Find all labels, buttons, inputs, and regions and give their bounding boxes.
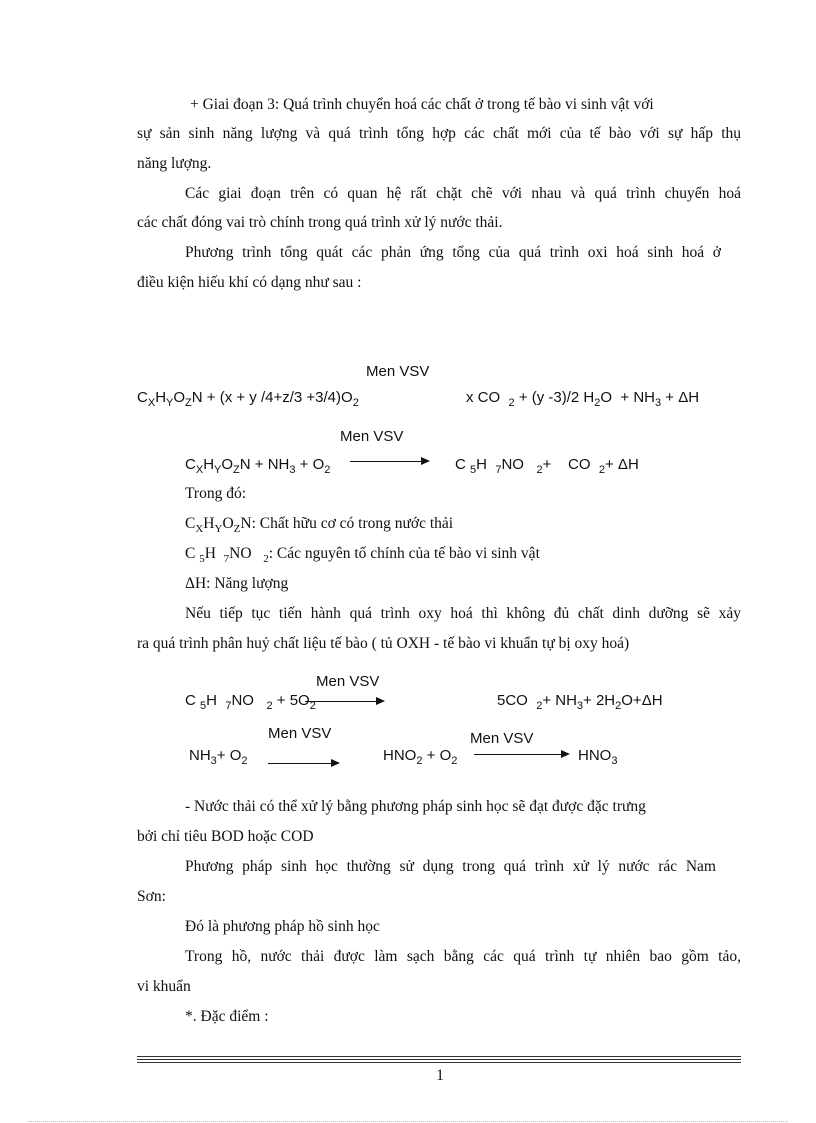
equation-2-lhs: $C_XH_YO_ZN + NH_3 + O_2$: [185, 456, 331, 476]
para9: *. Đặc điểm :: [185, 1008, 269, 1025]
para2-line1: Các giai đoạn trên có quan hệ rất chặt chẽ với nhau và quá trình chuyển hoá: [185, 185, 741, 202]
equation-1-rhs: x CO $_2$ + (y -3)/2 $H_2O + NH_3 + \Delta H$: [466, 389, 700, 409]
equation-1-lhs: $C_XH_YO_ZN + (x + y$ $/4+z/3 +3/4)O_2$: [137, 389, 359, 409]
eq3-reaction-arrow: [305, 701, 383, 702]
eq4-reaction-arrow-1: [268, 763, 338, 764]
footer-rule-3: [137, 1062, 741, 1063]
equation-4-part1: $NH_3+ O_2$: [189, 747, 248, 767]
definition-2: C $_5$H $_7$NO $_2$: Các nguyên tố chính của tế bào vi sinh vật: [185, 545, 540, 566]
equation-3-rhs: 5CO $_2+ NH_3+ 2H_2O+\Delta H$: [497, 692, 663, 712]
footer-rule-1: [137, 1056, 741, 1057]
para5-line1: - Nước thải có thể xử lý bằng phương pháp sinh học sẽ đạt được đặc trưng: [185, 798, 646, 815]
equation-4-product: $HNO_3$: [578, 747, 618, 767]
eq4-enzyme-label-2: Men VSV: [470, 730, 534, 747]
definition-3: ΔH: Năng lượng: [185, 575, 289, 592]
para6-line1: Phương pháp sinh học thường sử dụng trong quá trình xử lý nước rác Nam: [185, 858, 716, 875]
para8-line1: Trong hồ, nước thải được làm sạch bằng các quá trình tự nhiên bao gồm tảo,: [185, 948, 741, 965]
eq4-enzyme-label-1: Men VSV: [268, 725, 332, 742]
para1-line3: năng lượng.: [137, 155, 212, 172]
eq2-reaction-arrow: [350, 461, 428, 462]
para4-line1: Nếu tiếp tục tiến hành quá trình oxy hoá thì không đủ chất dinh dưỡng sẽ xảy: [185, 605, 741, 622]
trong-do-label: Trong đó:: [185, 485, 247, 502]
para3-line1: Phương trình tổng quát các phản ứng tổng của quá trình oxi hoá sinh hoá ở: [185, 244, 721, 261]
equation-4-part2: $HNO_2 + O_2$: [383, 747, 458, 767]
para6-line2: Sơn:: [137, 888, 166, 905]
eq2-enzyme-label: Men VSV: [340, 428, 404, 445]
eq3-enzyme-label: Men VSV: [316, 673, 380, 690]
page-bottom-border: [28, 1121, 788, 1122]
para7: Đó là phương pháp hồ sinh học: [185, 918, 380, 935]
para3-line2: điều kiện hiếu khí có dạng như sau :: [137, 274, 362, 291]
eq4-reaction-arrow-2: [474, 754, 568, 755]
footer-rule-2: [137, 1059, 741, 1060]
equation-3-lhs: C $_5$H $_7$NO $_2 + 5O_2$: [185, 692, 316, 712]
para1-line2: sự sản sinh năng lượng và quá trình tổng hợp các chất mới của tế bào với sự hấp thụ: [137, 125, 741, 142]
para8-line2: vi khuẩn: [137, 978, 191, 995]
para4-line2: ra quá trình phân huỷ chất liệu tế bào ( tủ OXH - tế bào vi khuẩn tự bị oxy hoá): [137, 635, 630, 652]
para5-line2: bởi chỉ tiêu BOD hoặc COD: [137, 828, 314, 845]
page-number: 1: [436, 1067, 444, 1084]
equation-2-rhs: C $_5$H $_7$NO $_2$+ CO $_2$+ ΔH: [455, 456, 639, 476]
definition-1: $C_XH_YO_ZN$: Chất hữu cơ có trong nước thải: [185, 515, 454, 536]
para1-line1: + Giai đoạn 3: Quá trình chuyển hoá các chất ở trong tế bào vi sinh vật với: [190, 96, 654, 113]
eq1-enzyme-label: Men VSV: [366, 363, 430, 380]
para2-line2: các chất đóng vai trò chính trong quá trình xử lý nước thải.: [137, 214, 503, 231]
